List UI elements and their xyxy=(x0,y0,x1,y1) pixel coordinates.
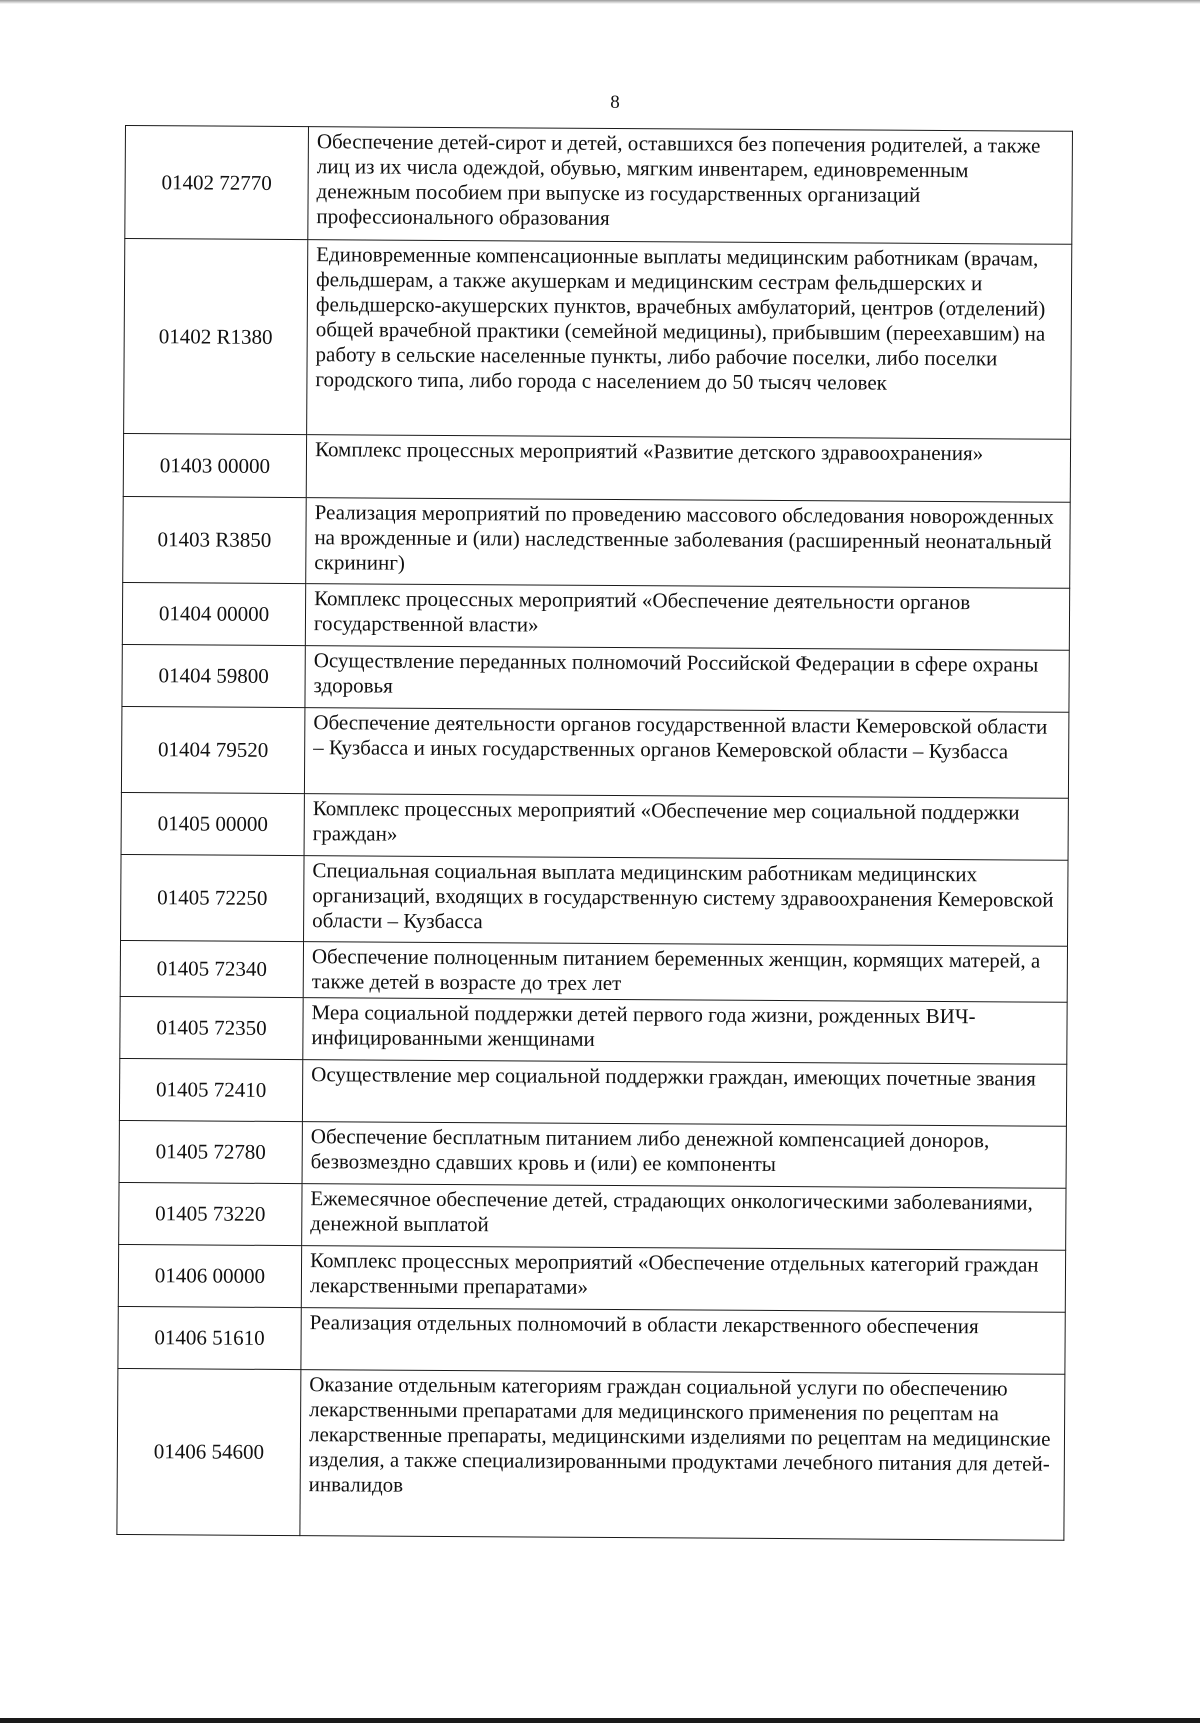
table-row xyxy=(125,126,1073,245)
scan-edge-top xyxy=(0,0,1200,4)
row-description: Комплекс процессных мероприятий «Обеспечение отдельных категорий граждан лекарственными препаратами» xyxy=(301,1246,1065,1313)
table-row xyxy=(119,1182,1066,1250)
table-row xyxy=(119,1058,1066,1126)
row-description: Обеспечение детей-сирот и детей, оставшихся без попечения родителей, а также лиц из их числа одеждой, обувью, мягким инвентарем, единовременным денежным пособием при выпуске из государственных организаций профессионального образования xyxy=(308,127,1073,245)
row-code: 01402 72770 xyxy=(125,126,309,240)
table-row xyxy=(121,706,1069,798)
row-code: 01402 R1380 xyxy=(124,239,308,435)
table-row xyxy=(122,644,1069,712)
row-code: 01404 59800 xyxy=(122,644,305,707)
row-code: 01404 00000 xyxy=(122,582,305,645)
table-row xyxy=(122,582,1069,650)
row-description: Реализация отдельных полномочий в области лекарственного обеспечения xyxy=(301,1308,1065,1375)
row-code: 01405 00000 xyxy=(121,792,304,855)
table-row xyxy=(121,854,1069,946)
row-code: 01405 72780 xyxy=(119,1120,302,1183)
row-code: 01405 72350 xyxy=(120,996,303,1059)
table-row xyxy=(117,1368,1065,1540)
row-code: 01406 54600 xyxy=(117,1368,301,1535)
row-code: 01403 00000 xyxy=(123,433,306,497)
row-description: Обеспечение деятельности органов государственной власти Кемеровской области – Кузбасса и иных государственных органов Кемеровской области – Кузбасса xyxy=(304,708,1069,799)
table-row xyxy=(123,433,1070,502)
row-description: Реализация мероприятий по проведению массового обследования новорожденных на врожденные и (или) наследственные заболевания (расширенный неонатальный скрининг) xyxy=(306,498,1071,589)
page-number: 8 xyxy=(610,92,620,113)
row-description: Оказание отдельным категориям граждан социальной услуги по обеспечению лекарственными препаратами для медицинского применения по рецептам на лекарственные препараты, медицинскими изделиями по рецептам на медицинские изделия, а также специализированными продуктами лечебного питания для детей-инвалидов xyxy=(300,1370,1065,1541)
row-description: Обеспечение полноценным питанием беременных женщин, кормящих матерей, а также детей в возрасте до трех лет xyxy=(303,942,1067,1003)
row-description: Единовременные компенсационные выплаты медицинским работникам (врачам, фельдшерам, а также акушеркам и медицинским сестрам фельдшерских и фельдшерско-акушерских пунктов, врачебных амбулаторий, центров (отделений) общей врачебной практики (семейной медицины), прибывшим (переехавшим) на работу в сельские населенные пункты, либо рабочие поселки, либо поселки городского типа, либо города с населением до 50 тысяч человек xyxy=(307,240,1072,440)
classification-table xyxy=(116,125,1073,1541)
row-description: Специальная социальная выплата медицинским работникам медицинских организаций, входящих в государственную систему здравоохранения Кемеровской области – Кузбасса xyxy=(304,856,1069,947)
row-description: Обеспечение бесплатным питанием либо денежной компенсацией доноров, безвозмездно сдавших кровь и (или) ее компоненты xyxy=(302,1122,1066,1189)
row-description: Комплекс процессных мероприятий «Обеспечение мер социальной поддержки граждан» xyxy=(304,794,1068,861)
table-row xyxy=(121,792,1068,860)
row-description: Ежемесячное обеспечение детей, страдающих онкологическими заболеваниями, денежной выплатой xyxy=(302,1184,1066,1251)
row-description: Комплекс процессных мероприятий «Развитие детского здравоохранения» xyxy=(306,435,1070,503)
table-row xyxy=(120,996,1067,1064)
row-description: Комплекс процессных мероприятий «Обеспечение деятельности органов государственной власти» xyxy=(305,584,1069,651)
table-row xyxy=(118,1244,1065,1312)
table-row xyxy=(119,1120,1066,1188)
row-description: Осуществление мер социальной поддержки граждан, имеющих почетные звания xyxy=(302,1060,1066,1127)
row-description: Осуществление переданных полномочий Российской Федерации в сфере охраны здоровья xyxy=(305,646,1069,713)
row-code: 01405 72340 xyxy=(120,940,303,997)
row-code: 01405 72410 xyxy=(119,1058,302,1121)
table-row xyxy=(118,1306,1065,1374)
row-description: Мера социальной поддержки детей первого года жизни, рожденных ВИЧ-инфицированными женщинами xyxy=(303,998,1067,1065)
scan-edge-bottom xyxy=(0,1718,1200,1723)
table-row xyxy=(120,940,1067,1002)
row-code: 01405 72250 xyxy=(121,854,305,941)
row-code: 01405 73220 xyxy=(119,1182,302,1245)
row-code: 01403 R3850 xyxy=(123,496,307,583)
row-code: 01406 00000 xyxy=(118,1244,301,1307)
row-code: 01404 79520 xyxy=(121,706,305,793)
table-row xyxy=(124,239,1072,440)
table-row xyxy=(123,496,1071,588)
row-code: 01406 51610 xyxy=(118,1306,301,1369)
